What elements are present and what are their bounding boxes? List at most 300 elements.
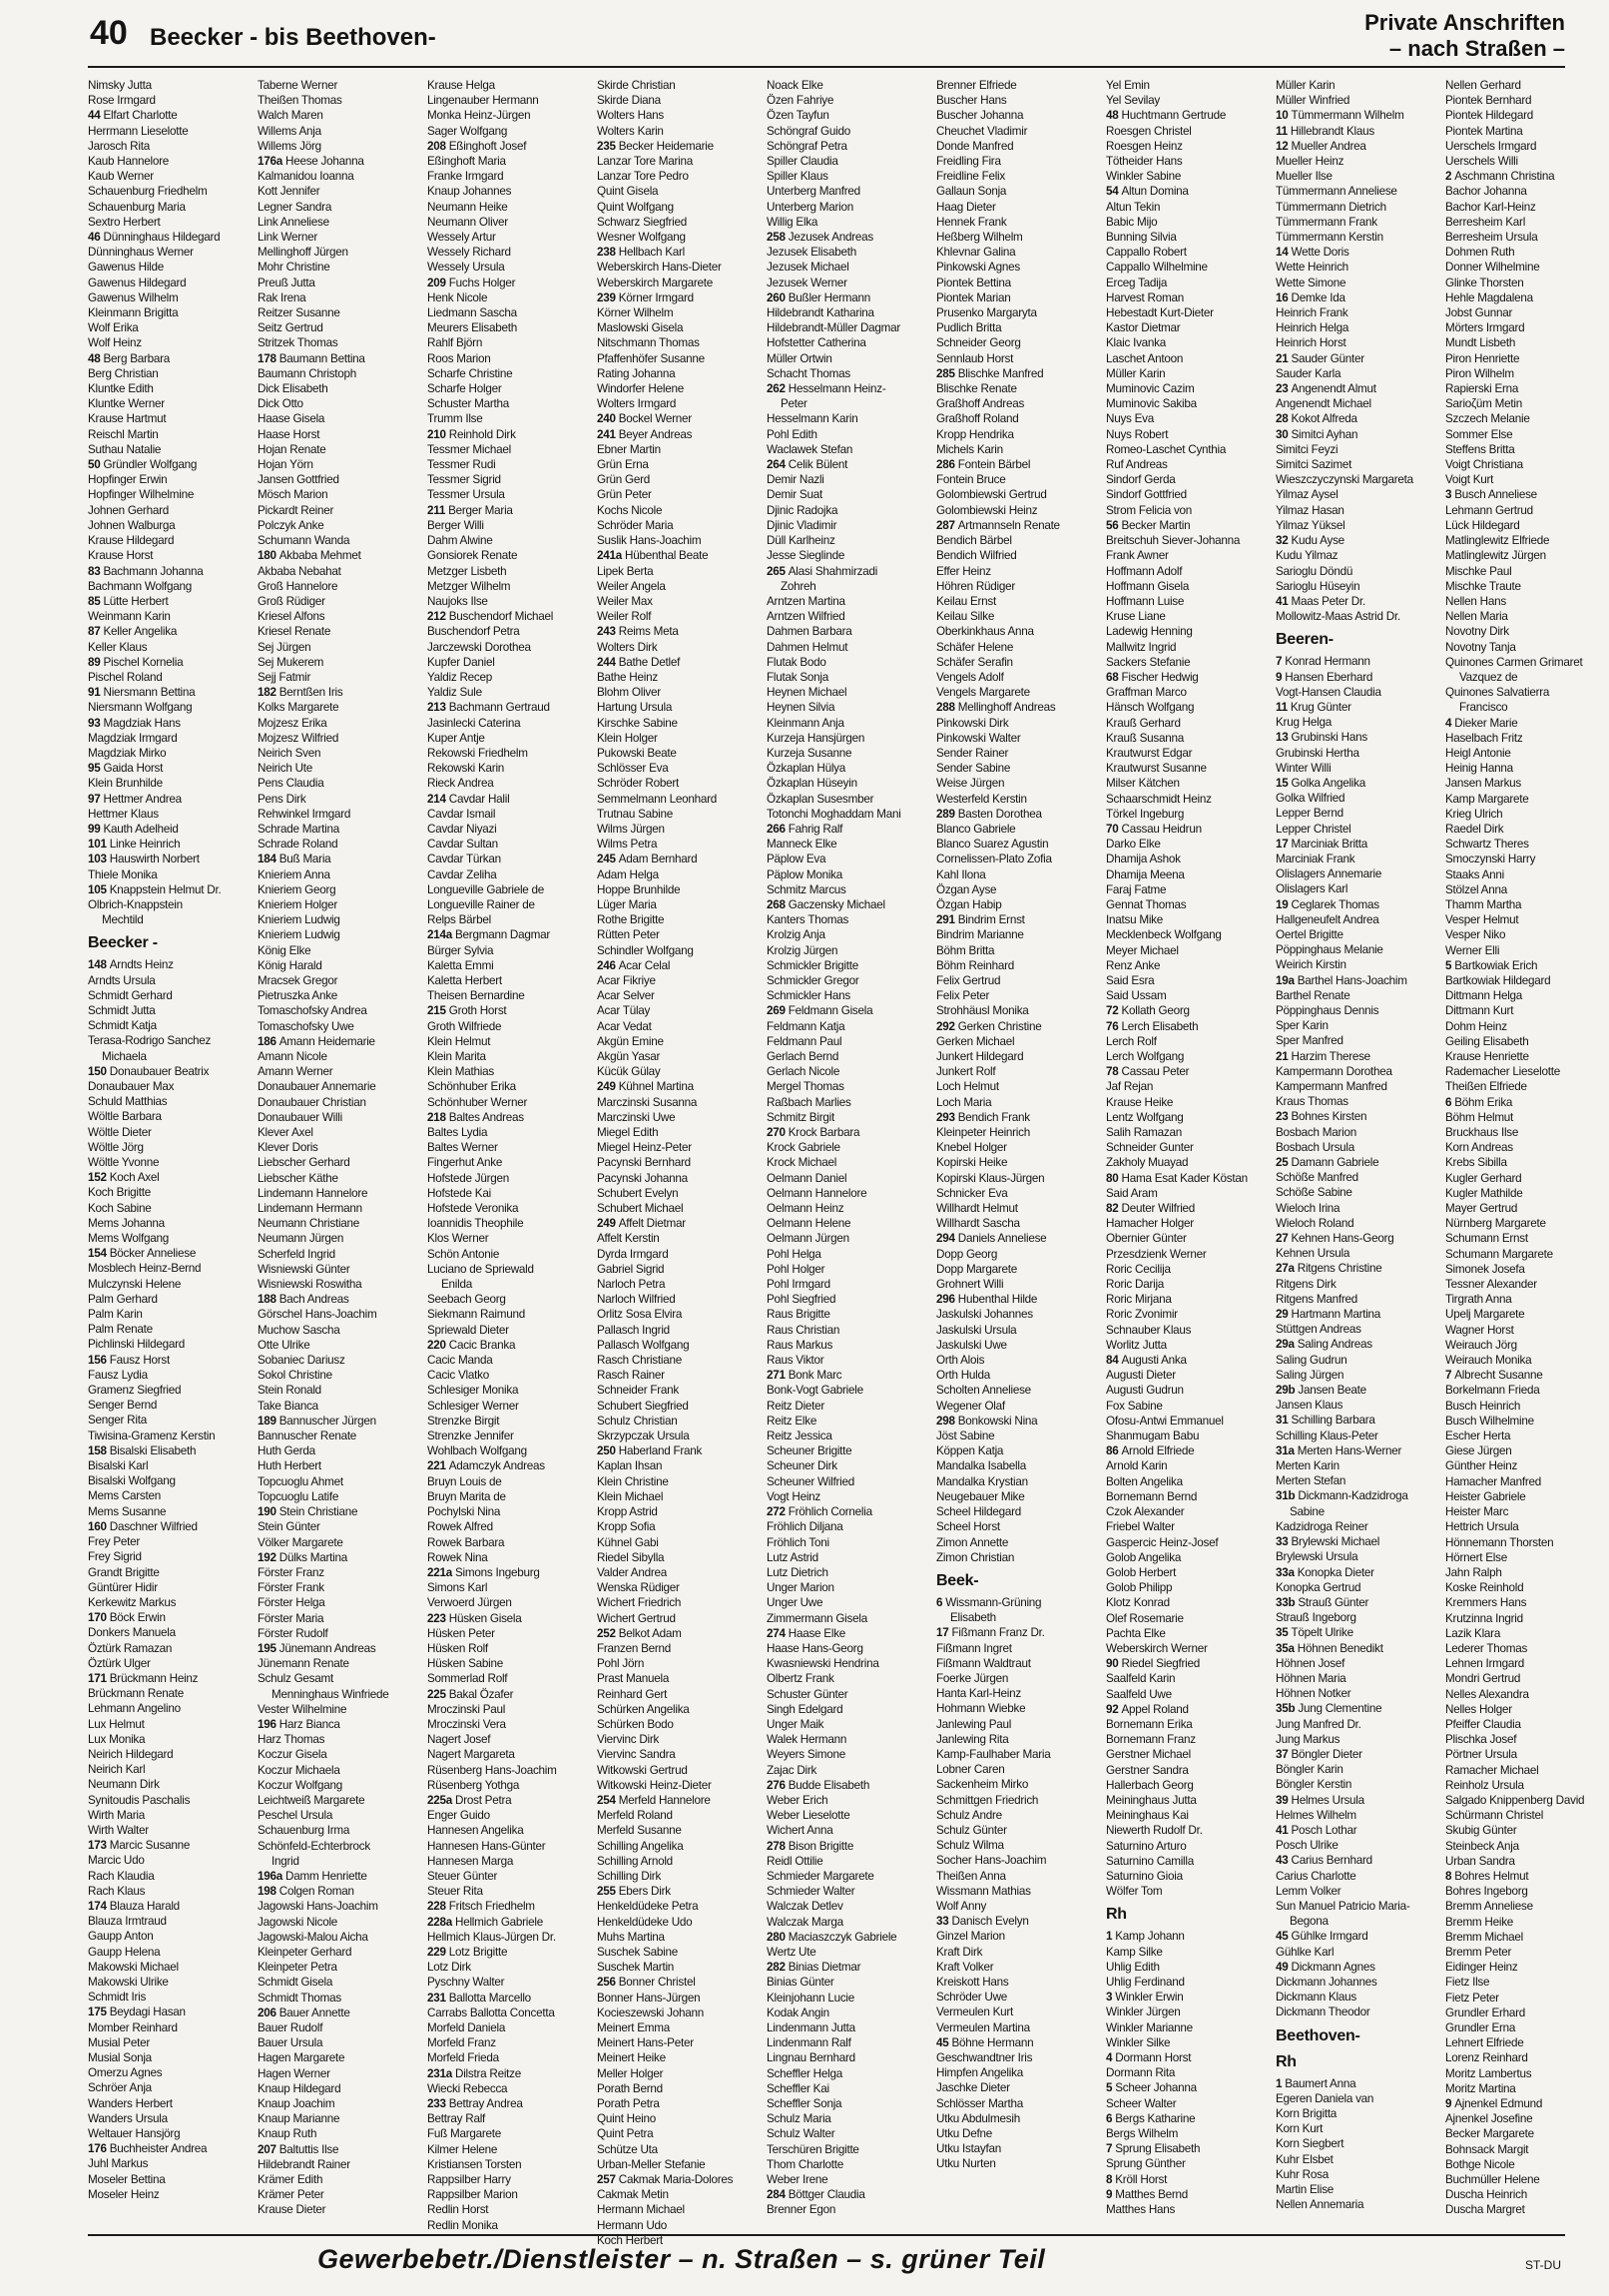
resident-name: Marcic Udo (88, 1854, 145, 1868)
resident-name: Lederer Thomas (1445, 1641, 1528, 1655)
resident-name: Gawenus Hildegard (88, 276, 187, 289)
directory-column (258, 78, 421, 2224)
resident-name: Grubinski Hertha (1276, 746, 1359, 760)
directory-entry (88, 1079, 252, 1094)
resident-name: Hoffmann Luise (1106, 594, 1185, 608)
directory-entry (1106, 320, 1270, 335)
resident-name: Klaic Ivanka (1106, 336, 1167, 350)
resident-name: Graßhoff Roland (936, 412, 1019, 426)
resident-name: Fausz Horst (109, 1353, 171, 1367)
directory-entry (1276, 1945, 1439, 1960)
directory-entry (1106, 290, 1270, 305)
directory-entry (1106, 1960, 1270, 1975)
directory-entry (767, 1732, 930, 1747)
directory-entry (427, 1763, 591, 1778)
resident-name: Scheffler Sonja (767, 2097, 842, 2111)
directory-entry (936, 1323, 1100, 1338)
directory-entry (1445, 1383, 1609, 1398)
directory-entry (1106, 2096, 1270, 2111)
resident-name: Hannesen Hans-Günter (427, 1839, 546, 1853)
resident-name: Peter (781, 397, 807, 411)
resident-name: Bartkowiak Erich (1454, 958, 1538, 972)
directory-entry (597, 1611, 761, 1626)
resident-name: Buscher Hans (936, 94, 1007, 108)
resident-name: Prast Manuela (597, 1672, 670, 1686)
directory-entry (88, 487, 252, 502)
resident-name: Raus Christian (767, 1323, 840, 1337)
directory-entry (258, 1687, 421, 1702)
resident-name: Urban Sandra (1445, 1854, 1515, 1868)
directory-entry (597, 1292, 761, 1307)
directory-entry (767, 487, 930, 502)
directory-entry (88, 351, 252, 366)
page-number: 40 (90, 14, 128, 52)
resident-name: Semmelmann Leonhard (597, 792, 717, 806)
directory-entry (88, 1701, 252, 1716)
directory-entry (88, 807, 252, 822)
resident-name: Liedmann Sascha (427, 306, 517, 320)
directory-entry (936, 396, 1100, 411)
resident-name: Sejj Fatmir (258, 670, 311, 684)
resident-name: Hönnemann Thorsten (1445, 1535, 1554, 1549)
directory-entry (1106, 108, 1270, 123)
directory-entry (936, 2020, 1100, 2035)
directory-entry (767, 139, 930, 154)
directory-entry (258, 276, 421, 290)
house-number: 213 (427, 701, 446, 715)
resident-name: Suslik Hans-Joachim (597, 534, 702, 548)
directory-entry (1445, 1960, 1609, 1975)
resident-name: Lipek Berta (597, 564, 654, 578)
resident-name: Kott Jennifer (258, 185, 320, 199)
resident-name: Dünninghaus Werner (88, 246, 194, 260)
directory-entry (258, 1125, 421, 1140)
directory-entry (258, 1399, 421, 1414)
house-number: 250 (597, 1444, 616, 1458)
resident-name: Fißmann Ingret (936, 1641, 1012, 1655)
directory-entry (88, 1549, 252, 1564)
directory-entry (1106, 276, 1270, 290)
directory-entry (767, 927, 930, 942)
resident-name: Neumann Oliver (427, 215, 508, 229)
directory-entry (258, 1823, 421, 1838)
directory-entry (597, 442, 761, 457)
directory-entry (936, 640, 1100, 655)
directory-entry (936, 1777, 1100, 1792)
house-number: 72 (1106, 1004, 1119, 1018)
directory-entry (597, 2218, 761, 2233)
directory-entry (597, 1399, 761, 1414)
resident-name: Walczak Detlev (767, 1900, 843, 1914)
directory-entry (1106, 1323, 1270, 1338)
resident-name: Pischel Roland (88, 670, 163, 684)
resident-name: Schöngraf Petra (767, 139, 847, 153)
resident-name: Vermeulen Martina (936, 2020, 1030, 2034)
resident-name: Hellmich Gabriele (455, 1915, 543, 1929)
directory-entry (258, 1626, 421, 1641)
resident-name: Barthel Hans-Joachim (1297, 973, 1407, 987)
directory-entry (427, 655, 591, 670)
directory-entry (1106, 381, 1270, 396)
directory-entry (258, 487, 421, 502)
resident-name: Mracsek Gregor (258, 973, 338, 987)
directory-entry (1276, 2197, 1439, 2212)
directory-entry (1106, 837, 1270, 852)
resident-name: Völker Margarete (258, 1535, 343, 1549)
resident-name: Knieriem Georg (258, 882, 336, 896)
directory-entry (767, 1277, 930, 1292)
directory-entry (936, 1975, 1100, 1990)
resident-name: Lindemann Hermann (258, 1202, 362, 1216)
resident-name: Kuhr Elsbet (1276, 2152, 1334, 2166)
directory-entry (597, 487, 761, 502)
directory-entry (1106, 609, 1270, 624)
directory-entry (597, 1443, 761, 1458)
resident-name: Feldmann Gisela (788, 1004, 873, 1018)
directory-entry (767, 351, 930, 366)
directory-entry (767, 685, 930, 700)
directory-entry (88, 1671, 252, 1686)
resident-name: Mischke Paul (1445, 564, 1512, 578)
directory-entry (597, 912, 761, 927)
resident-name: Krieg Ulrich (1445, 807, 1503, 821)
directory-entry (258, 670, 421, 685)
directory-entry (258, 746, 421, 761)
directory-entry (427, 1778, 591, 1793)
directory-entry (936, 472, 1100, 487)
directory-entry (88, 837, 252, 852)
resident-name: Böngler Dieter (1291, 1747, 1362, 1761)
directory-entry (88, 579, 252, 594)
resident-name: Barthel Renate (1276, 988, 1350, 1002)
directory-entry (1106, 1307, 1270, 1322)
directory-entry (1276, 1429, 1439, 1443)
directory-entry (1445, 1687, 1609, 1702)
directory-entry (88, 912, 252, 927)
directory-entry (936, 822, 1100, 837)
resident-name: Milser Kätchen (1106, 777, 1180, 791)
resident-name: Hermann Michael (597, 2203, 685, 2217)
directory-entry (427, 1171, 591, 1186)
resident-name: Longueville Rainer de (427, 897, 535, 911)
resident-name: Uerschels Willi (1445, 155, 1518, 169)
house-number: 184 (258, 853, 276, 866)
directory-entry (767, 1626, 930, 1641)
directory-entry (1276, 1246, 1439, 1261)
directory-entry (1445, 731, 1609, 746)
resident-name: Jaskulski Ursula (936, 1323, 1017, 1337)
directory-entry (1276, 1641, 1439, 1656)
directory-entry (597, 1763, 761, 1778)
directory-entry (1445, 472, 1609, 487)
resident-name: Cakmak Maria-Dolores (618, 2173, 734, 2187)
resident-name: Wegener Olaf (936, 1399, 1005, 1413)
directory-entry (767, 1960, 930, 1975)
resident-name: Lück Hildegard (1445, 518, 1520, 532)
house-number: 293 (936, 1110, 955, 1124)
resident-name: Scherfeld Ingrid (258, 1247, 335, 1261)
directory-entry (258, 1429, 421, 1443)
directory-entry (597, 169, 761, 184)
resident-name: Kerkewitz Markus (88, 1595, 177, 1609)
resident-name: Donaubauer Annemarie (258, 1080, 376, 1094)
resident-name: Bunning Silvia (1106, 231, 1177, 245)
directory-entry (1106, 154, 1270, 169)
directory-entry (1106, 1262, 1270, 1277)
resident-name: Cacic Vlatko (427, 1369, 489, 1383)
directory-entry (1276, 366, 1439, 381)
resident-name: Walch Maren (258, 109, 323, 123)
resident-name: Dickmann Agnes (1291, 1960, 1375, 1974)
resident-name: Wessely Ursula (427, 261, 505, 275)
directory-entry (1445, 1323, 1609, 1338)
directory-entry (1445, 1854, 1609, 1869)
directory-entry (1276, 1853, 1439, 1868)
directory-entry (258, 1489, 421, 1504)
resident-name: Kaletta Emmi (427, 958, 494, 972)
resident-name: Förster Helga (258, 1596, 325, 1610)
resident-name: Olislagers Annemarie (1276, 867, 1382, 881)
resident-name: Palm Gerhard (88, 1292, 158, 1306)
resident-name: Mueller Andrea (1291, 139, 1366, 153)
directory-entry (1276, 2136, 1439, 2151)
resident-name: Westerfeld Kerstin (936, 792, 1027, 806)
resident-name: Valder Andrea (597, 1565, 667, 1579)
directory-entry (936, 1368, 1100, 1383)
directory-entry (936, 943, 1100, 958)
resident-name: Harzim Therese (1291, 1049, 1370, 1063)
resident-name: Marciniak Britta (1291, 837, 1368, 851)
directory-entry (258, 852, 421, 866)
directory-entry (767, 1975, 930, 1990)
directory-entry (427, 1975, 591, 1990)
resident-name: Simitci Ayhan (1291, 427, 1358, 441)
resident-name: Brylewski Ursula (1276, 1550, 1358, 1564)
directory-entry (936, 290, 1100, 305)
resident-name: Jezusek Werner (767, 276, 847, 289)
directory-entry (767, 700, 930, 715)
directory-entry (597, 1960, 761, 1975)
resident-name: Roesgen Christel (1106, 124, 1192, 138)
resident-name: Hänsch Wolfgang (1106, 701, 1195, 715)
resident-name: Synitoudis Paschalis (88, 1793, 191, 1807)
resident-name: Neumann Christiane (258, 1217, 360, 1231)
directory-entry (597, 1747, 761, 1762)
directory-entry (427, 1656, 591, 1671)
resident-name: Oelmann Daniel (767, 1171, 847, 1185)
directory-entry (427, 1307, 591, 1322)
directory-entry (1106, 305, 1270, 320)
directory-entry (1106, 670, 1270, 685)
directory-entry (767, 335, 930, 350)
directory-entry (427, 958, 591, 973)
resident-name: Gallaun Sonja (936, 185, 1007, 199)
directory-entry (767, 1854, 930, 1869)
resident-name: Pens Claudia (258, 777, 324, 791)
resident-name: Nagert Josef (427, 1733, 491, 1747)
directory-entry (767, 245, 930, 260)
directory-entry (936, 776, 1100, 791)
resident-name: Blauza Harald (109, 1899, 180, 1913)
resident-name: Reitz Elke (767, 1414, 817, 1428)
directory-entry (936, 1095, 1100, 1110)
resident-name: Özkaplan Hüseyin (767, 777, 857, 791)
house-number: 229 (427, 1945, 446, 1959)
directory-entry (88, 1595, 252, 1610)
resident-name: Meurers Elisabeth (427, 321, 517, 335)
directory-entry (258, 108, 421, 123)
directory-entry (597, 1201, 761, 1216)
resident-name: Hettmer Andrea (103, 792, 182, 806)
directory-entry (258, 442, 421, 457)
directory-entry (88, 1458, 252, 1473)
resident-name: Sommerlad Rolf (427, 1672, 508, 1686)
resident-name: Rappsilber Marion (427, 2188, 518, 2202)
directory-entry (1445, 670, 1609, 685)
directory-entry (1445, 2142, 1609, 2157)
resident-name: Pohl Helga (767, 1247, 821, 1261)
resident-name: Nürnberg Margarete (1445, 1217, 1546, 1231)
resident-name: Olef Rosemarie (1106, 1611, 1184, 1625)
directory-entry (1276, 1140, 1439, 1155)
resident-name: Yilmaz Yüksel (1276, 518, 1345, 532)
resident-name: Dopp Margarete (936, 1262, 1017, 1276)
directory-entry (88, 1747, 252, 1762)
house-number: 14 (1276, 246, 1289, 260)
directory-entry (1445, 1702, 1609, 1717)
directory-entry (88, 1125, 252, 1140)
resident-name: Kühnel Martina (618, 1080, 694, 1094)
resident-name: Hamacher Manfred (1445, 1474, 1542, 1488)
resident-name: Elisabeth (950, 1611, 996, 1625)
directory-entry (88, 1185, 252, 1200)
resident-name: Jung Manfred Dr. (1276, 1717, 1361, 1731)
directory-entry (258, 1323, 421, 1338)
directory-entry (767, 988, 930, 1003)
directory-entry (88, 867, 252, 882)
resident-name: Sender Sabine (936, 762, 1011, 776)
resident-name: Steffens Britta (1445, 442, 1515, 456)
resident-name: Unterberg Marion (767, 200, 853, 214)
resident-name: Voigt Kurt (1445, 473, 1494, 487)
directory-entry (1276, 837, 1439, 852)
resident-name: Kaplan Ihsan (597, 1459, 663, 1473)
resident-name: Cacic Branka (448, 1338, 516, 1352)
directory-entry (1276, 351, 1439, 366)
directory-entry (1106, 1429, 1270, 1443)
resident-name: Schmittgen Friedrich (936, 1793, 1039, 1807)
directory-entry (88, 1808, 252, 1823)
resident-name: Knieriem Ludwig (258, 913, 340, 927)
resident-name: Görschel Hans-Joachim (258, 1308, 377, 1322)
directory-entry (1276, 2167, 1439, 2182)
directory-entry (1106, 2126, 1270, 2141)
directory-entry (1276, 411, 1439, 426)
resident-name: Oberkinkhaus Anna (936, 625, 1034, 639)
directory-entry (258, 2096, 421, 2111)
directory-entry (1445, 2096, 1609, 2111)
directory-entry (767, 533, 930, 548)
directory-entry (427, 867, 591, 882)
resident-name: Groß Hannelore (258, 579, 338, 593)
resident-name: Dünninghaus Hildegard (103, 231, 221, 245)
house-number: 43 (1276, 1854, 1289, 1868)
directory-entry (258, 1201, 421, 1216)
directory-entry (88, 776, 252, 791)
resident-name: Alasi Shahmirzadi (788, 564, 878, 578)
directory-entry (936, 184, 1100, 199)
directory-entry (427, 594, 591, 609)
resident-name: Upelj Margarete (1445, 1308, 1525, 1322)
resident-name: Korn Siegbert (1276, 2137, 1344, 2151)
resident-name: Schnauber Klaus (1106, 1323, 1192, 1337)
directory-entry (258, 1535, 421, 1550)
directory-entry (88, 2050, 252, 2065)
directory-entry (1445, 1353, 1609, 1368)
directory-entry (597, 700, 761, 715)
directory-entry (1445, 1216, 1609, 1231)
resident-name: Schönfeld-Echterbrock (258, 1839, 370, 1853)
directory-entry (1276, 822, 1439, 837)
resident-name: Körner Wilhelm (597, 306, 674, 320)
directory-entry (88, 1018, 252, 1033)
directory-entry (1106, 169, 1270, 184)
resident-name: Grün Erna (597, 458, 649, 472)
directory-entry (1106, 761, 1270, 776)
directory-entry (936, 670, 1100, 685)
resident-name: Jaskulski Uwe (936, 1338, 1007, 1352)
resident-name: Mueller Ilse (1276, 170, 1333, 184)
directory-entry (88, 200, 252, 215)
directory-entry (1445, 2081, 1609, 2096)
directory-entry (767, 276, 930, 290)
directory-entry (1276, 1869, 1439, 1884)
directory-entry (258, 1565, 421, 1580)
directory-entry (767, 93, 930, 108)
house-number: 87 (88, 625, 101, 639)
directory-entry (936, 1201, 1100, 1216)
resident-name: Jagowski-Malou Aicha (258, 1930, 368, 1944)
house-number: 35a (1276, 1641, 1295, 1655)
directory-entry (936, 1732, 1100, 1747)
resident-name: Affelt Kerstin (597, 1232, 660, 1246)
directory-entry (88, 1869, 252, 1884)
directory-entry (597, 579, 761, 594)
resident-name: Gennat Thomas (1106, 897, 1187, 911)
house-number: 150 (88, 1064, 107, 1078)
directory-entry (597, 1687, 761, 1702)
resident-name: Knaup Johannes (427, 185, 512, 199)
directory-entry (767, 442, 930, 457)
directory-entry (427, 1793, 591, 1808)
directory-entry (1445, 1899, 1609, 1914)
resident-name: Kleinmann Brigitta (88, 306, 179, 320)
directory-entry (88, 731, 252, 746)
house-number: 9 (1276, 670, 1283, 684)
house-number: 243 (597, 625, 616, 639)
resident-name: Schöße Sabine (1276, 1186, 1352, 1200)
house-number: 188 (258, 1293, 276, 1307)
directory-entry (1276, 1610, 1439, 1625)
resident-name: Fietz Peter (1445, 1991, 1499, 2005)
house-number: 257 (597, 2173, 616, 2187)
directory-entry (597, 1519, 761, 1534)
directory-entry (427, 1110, 591, 1125)
resident-name: Unger Maik (767, 1717, 824, 1731)
resident-name: Redlin Horst (427, 2203, 489, 2217)
directory-entry (88, 1899, 252, 1914)
directory-entry (767, 472, 930, 487)
